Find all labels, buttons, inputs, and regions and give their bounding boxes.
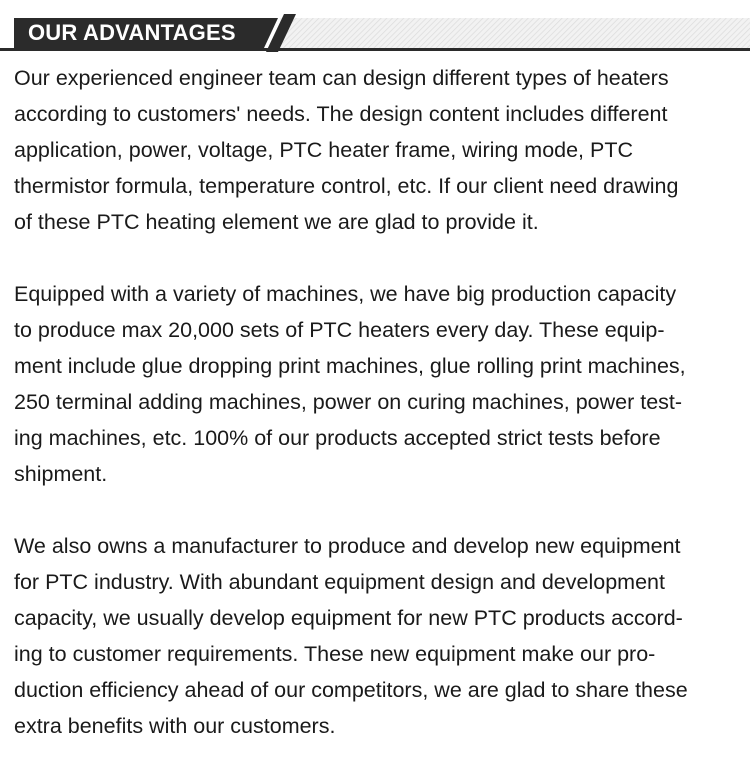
paragraph-line: thermistor formula, temperature control, etc. If our client need drawing bbox=[14, 174, 679, 198]
paragraph-line: ing machines, etc. 100% of our products accepted strict tests before bbox=[14, 426, 661, 450]
paragraph-line: capacity, we usually develop equipment for new PTC products accord- bbox=[14, 606, 683, 630]
paragraph-engineering bbox=[14, 60, 738, 240]
header-hatch-strip bbox=[280, 18, 750, 48]
advantages-body bbox=[14, 60, 738, 744]
paragraph-line: to produce max 20,000 sets of PTC heaters every day. These equip- bbox=[14, 318, 665, 342]
paragraph-line: of these PTC heating element we are glad to provide it. bbox=[14, 210, 539, 234]
paragraph-production bbox=[14, 276, 738, 492]
paragraph-spacer bbox=[14, 492, 738, 528]
section-header bbox=[0, 14, 750, 52]
paragraph-spacer bbox=[14, 240, 738, 276]
paragraph-line: according to customers' needs. The design content includes different bbox=[14, 102, 668, 126]
header-bottom-rule bbox=[0, 48, 750, 51]
paragraph-line: extra benefits with our customers. bbox=[14, 714, 336, 738]
paragraph-line: ing to customer requirements. These new equipment make our pro- bbox=[14, 642, 656, 666]
paragraph-line: for PTC industry. With abundant equipment design and development bbox=[14, 570, 665, 594]
paragraph-line: 250 terminal adding machines, power on curing machines, power test- bbox=[14, 390, 683, 414]
paragraph-line: application, power, voltage, PTC heater frame, wiring mode, PTC bbox=[14, 138, 634, 162]
paragraph-line: duction efficiency ahead of our competitors, we are glad to share these bbox=[14, 678, 688, 702]
paragraph-line: Equipped with a variety of machines, we have big production capacity bbox=[14, 282, 677, 306]
page-title: OUR ADVANTAGES bbox=[28, 20, 236, 45]
paragraph-line: Our experienced engineer team can design different types of heaters bbox=[14, 66, 669, 90]
paragraph-equipment bbox=[14, 528, 738, 744]
paragraph-line: We also owns a manufacturer to produce and develop new equipment bbox=[14, 534, 681, 558]
paragraph-line: ment include glue dropping print machines, glue rolling print machines, bbox=[14, 354, 686, 378]
paragraph-line: shipment. bbox=[14, 462, 108, 486]
